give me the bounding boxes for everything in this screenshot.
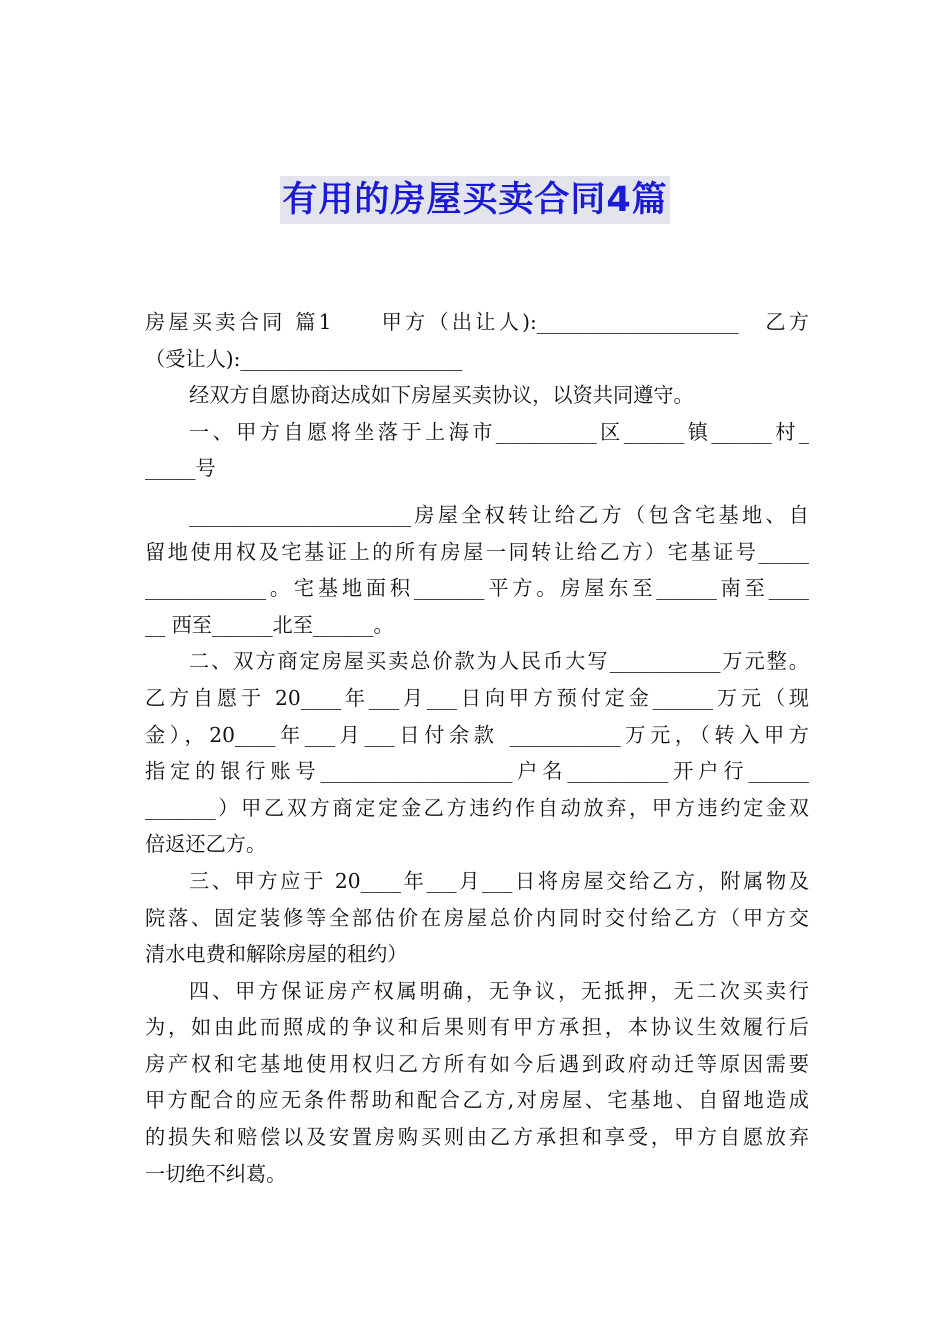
text-line: （受让人):______________________ <box>145 346 463 371</box>
document-body <box>145 304 809 1192</box>
title-wrap <box>0 176 950 224</box>
text-line: 为，如由此而照成的争议和后果则有甲方承担，本协议生效履行后 <box>145 1015 809 1040</box>
text-line: 倍返还乙方。 <box>145 832 267 857</box>
text-line: 金），20____年___月___日付余款 ___________万元，（转入甲方 <box>145 722 809 747</box>
text-line: 房屋买卖合同 篇1 甲方（出让人):____________________ 乙方 <box>145 310 809 334</box>
text-line: 指定的银行账号___________________户名__________开户行______ <box>145 759 809 784</box>
text-line: 清水电费和解除房屋的租约） <box>145 942 408 967</box>
text-line: _______）甲乙双方商定定金乙方违约作自动放弃，甲方违约定金双 <box>145 795 809 820</box>
text-line: 乙方自愿于 20____年___月___日向甲方预付定金______万元（现 <box>145 685 809 710</box>
text-line: 房产权和宅基地使用权归乙方所有如今后遇到政府动迁等原因需要 <box>145 1051 809 1076</box>
text-line: __ 西至______北至______。 <box>145 612 394 637</box>
text-line: _____号 <box>145 456 216 481</box>
text-line: ____________。宅基地面积_______平方。房屋东至______南至____ <box>145 576 809 601</box>
text-line: ______________________房屋全权转让给乙方（包含宅基地、自 <box>189 502 809 527</box>
text-line: 四、甲方保证房产权属明确，无争议，无抵押，无二次买卖行 <box>189 978 809 1003</box>
text-line: 一、甲方自愿将坐落于上海市__________区______镇______村_ <box>189 419 809 444</box>
text-line: 三、甲方应于 20____年___月___日将房屋交给乙方，附属物及 <box>189 868 809 893</box>
text-line: 院落、固定装修等全部估价在房屋总价内同时交付给乙方（甲方交 <box>145 905 809 930</box>
text-line: 一切绝不纠葛。 <box>145 1161 287 1186</box>
text-line: 二、双方商定房屋买卖总价款为人民币大写___________万元整。 <box>189 649 809 674</box>
document-title: 有用的房屋买卖合同4篇 <box>280 176 669 224</box>
text-line: 的损失和赔偿以及安置房购买则由乙方承担和享受，甲方自愿放弃 <box>145 1125 809 1150</box>
text-line: 甲方配合的应无条件帮助和配合乙方,对房屋、宅基地、自留地造成 <box>145 1088 809 1113</box>
text-line: 经双方自愿协商达成如下房屋买卖协议，以资共同遵守。 <box>189 383 694 408</box>
text-line: 留地使用权及宅基证上的所有房屋一同转让给乙方）宅基证号_____ <box>145 539 809 564</box>
